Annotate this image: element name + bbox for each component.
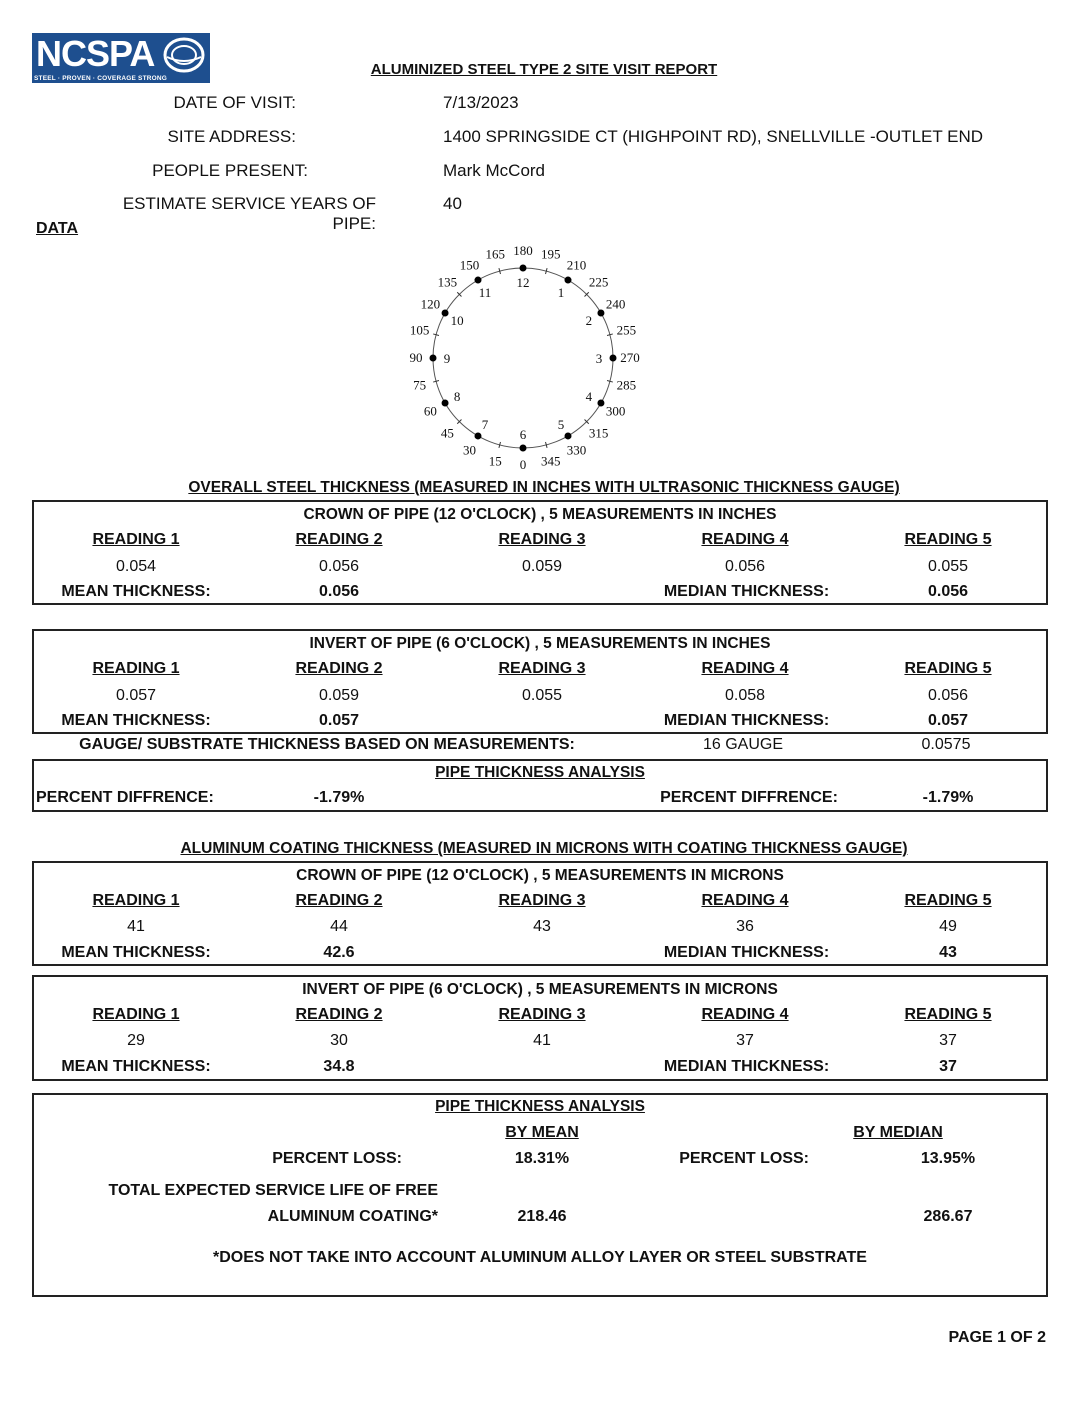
steel-crown-value-3: 0.059 xyxy=(521,558,563,575)
coating-invert-mean: 34.8 xyxy=(323,1058,355,1075)
coating-crown-mean-label: MEAN THICKNESS: xyxy=(61,944,211,961)
steel-analysis-table xyxy=(32,759,1048,812)
by-mean-header: BY MEAN xyxy=(505,1124,579,1141)
loss-median-value: 13.95% xyxy=(920,1150,976,1167)
clock-hour-10: 10 xyxy=(450,313,464,328)
steel-invert-title: INVERT OF PIPE (6 O'CLOCK) , 5 MEASUREMENTS IN INCHES xyxy=(309,635,771,652)
steel-invert-header-2: READING 2 xyxy=(295,660,383,677)
coating-invert-header-3: READING 3 xyxy=(498,1006,586,1023)
coating-crown-header-1: READING 1 xyxy=(92,892,180,909)
coating-crown-mean: 42.6 xyxy=(323,944,355,961)
clock-hour-5: 5 xyxy=(557,416,565,432)
coating-analysis-title: PIPE THICKNESS ANALYSIS xyxy=(435,1098,645,1115)
coating-crown-value-5: 49 xyxy=(939,918,957,935)
steel-diff-right-value: -1.79% xyxy=(922,789,974,806)
gauge-row xyxy=(32,736,1048,758)
coating-invert-value-3: 41 xyxy=(533,1032,551,1049)
coating-invert-mean-label: MEAN THICKNESS: xyxy=(61,1058,211,1075)
steel-crown-value-5: 0.055 xyxy=(927,558,969,575)
steel-crown-value-1: 0.054 xyxy=(115,558,157,575)
clock-hour-6: 6 xyxy=(519,427,527,442)
steel-analysis-title: PIPE THICKNESS ANALYSIS xyxy=(435,764,645,781)
clock-degree-195: 195 xyxy=(540,246,561,262)
people-label: PEOPLE PRESENT: xyxy=(152,161,308,180)
clock-hour-11: 11 xyxy=(478,285,492,301)
coating-invert-header-2: READING 2 xyxy=(295,1006,383,1023)
clock-point-3 xyxy=(610,355,617,362)
steel-crown-median-label: MEDIAN THICKNESS: xyxy=(663,583,830,600)
coating-analysis-table xyxy=(32,1093,1048,1297)
life-mean-value: 218.46 xyxy=(517,1208,567,1225)
clock-hour-8: 8 xyxy=(453,389,461,404)
page-number: PAGE 1 OF 2 xyxy=(948,1329,1046,1346)
clock-degree-330: 330 xyxy=(566,442,587,458)
clock-degree-0: 0 xyxy=(519,457,527,470)
steel-invert-header-4: READING 4 xyxy=(701,660,789,677)
date-value: 7/13/2023 xyxy=(443,93,519,112)
clock-degree-165: 165 xyxy=(485,246,506,262)
steel-invert-value-4: 0.058 xyxy=(724,687,766,704)
clock-hour-4: 4 xyxy=(585,389,593,404)
coating-invert-header-4: READING 4 xyxy=(701,1006,789,1023)
coating-crown-header-2: READING 2 xyxy=(295,892,383,909)
steel-crown-header-5: READING 5 xyxy=(904,531,992,548)
coating-invert-value-4: 37 xyxy=(736,1032,754,1049)
clock-degree-120: 120 xyxy=(420,296,441,312)
coating-crown-value-3: 43 xyxy=(533,918,551,935)
coating-heading: ALUMINUM COATING THICKNESS (MEASURED IN MICRONS WITH COATING THICKNESS GAUGE) xyxy=(180,840,908,857)
steel-crown-median: 0.056 xyxy=(927,583,969,600)
steel-invert-value-2: 0.059 xyxy=(318,687,360,704)
steel-invert-header-1: READING 1 xyxy=(92,660,180,677)
clock-degree-300: 300 xyxy=(605,403,626,419)
clock-hour-1: 1 xyxy=(557,285,565,301)
clock-point-11 xyxy=(475,277,482,284)
coating-invert-value-2: 30 xyxy=(330,1032,348,1049)
coating-invert-header-5: READING 5 xyxy=(904,1006,992,1023)
coating-crown-header-5: READING 5 xyxy=(904,892,992,909)
clock-point-6 xyxy=(520,445,527,452)
coating-crown-header-4: READING 4 xyxy=(701,892,789,909)
coating-invert-table xyxy=(32,975,1048,1081)
clock-degree-60: 60 xyxy=(423,403,437,419)
coating-invert-title: INVERT OF PIPE (6 O'CLOCK) , 5 MEASUREMENTS IN MICRONS xyxy=(302,981,778,998)
steel-diff-left-label: PERCENT DIFFRENCE: xyxy=(36,789,214,806)
steel-crown-mean-label: MEAN THICKNESS: xyxy=(61,583,211,600)
steel-crown-value-4: 0.056 xyxy=(724,558,766,575)
clock-point-12 xyxy=(520,265,527,272)
coating-invert-value-1: 29 xyxy=(127,1032,145,1049)
years-label: ESTIMATE SERVICE YEARS OF PIPE: xyxy=(122,194,376,233)
steel-invert-header-5: READING 5 xyxy=(904,660,992,677)
clock-degree-225: 225 xyxy=(588,274,609,290)
steel-crown-header-4: READING 4 xyxy=(701,531,789,548)
clock-degree-45: 45 xyxy=(440,425,454,441)
clock-degree-15: 15 xyxy=(488,453,502,469)
coating-invert-median-label: MEDIAN THICKNESS: xyxy=(663,1058,830,1075)
logo-tagline: STEEL · PROVEN · COVERAGE STRONG xyxy=(34,75,168,82)
steel-invert-value-1: 0.057 xyxy=(115,687,157,704)
coating-crown-value-4: 36 xyxy=(736,918,754,935)
steel-crown-header-1: READING 1 xyxy=(92,531,180,548)
clock-point-5 xyxy=(565,432,572,439)
coating-crown-median: 43 xyxy=(939,944,957,961)
clock-point-2 xyxy=(597,310,604,317)
coating-crown-value-2: 44 xyxy=(330,918,348,935)
clock-degree-270: 270 xyxy=(620,350,640,365)
steel-invert-mean: 0.057 xyxy=(318,712,360,729)
steel-invert-mean-label: MEAN THICKNESS: xyxy=(61,712,211,729)
clock-degree-255: 255 xyxy=(616,322,637,338)
coating-crown-median-label: MEDIAN THICKNESS: xyxy=(663,944,830,961)
steel-crown-table xyxy=(32,500,1048,605)
gauge-thickness: 0.0575 xyxy=(921,736,971,753)
life-label-line-1: TOTAL EXPECTED SERVICE LIFE OF FREE xyxy=(108,1182,438,1199)
steel-diff-left-value: -1.79% xyxy=(313,789,365,806)
clock-point-4 xyxy=(597,400,604,407)
clock-degree-105: 105 xyxy=(409,322,430,338)
gauge-label: GAUGE/ SUBSTRATE THICKNESS BASED ON MEASUREMENTS: xyxy=(79,736,575,753)
steel-invert-value-5: 0.056 xyxy=(927,687,969,704)
coating-crown-header-3: READING 3 xyxy=(498,892,586,909)
clock-point-8 xyxy=(442,400,449,407)
steel-crown-title: CROWN OF PIPE (12 O'CLOCK) , 5 MEASUREMENTS IN INCHES xyxy=(303,506,777,523)
clock-hour-9: 9 xyxy=(443,351,451,366)
logo-text: NCSPA xyxy=(36,33,155,74)
clock-degree-90: 90 xyxy=(409,350,423,365)
date-label: DATE OF VISIT: xyxy=(173,93,296,112)
clock-point-10 xyxy=(442,310,449,317)
coating-note: *DOES NOT TAKE INTO ACCOUNT ALUMINUM ALLOY LAYER OR STEEL SUBSTRATE xyxy=(213,1249,867,1266)
address-label: SITE ADDRESS: xyxy=(167,127,296,146)
steel-invert-header-3: READING 3 xyxy=(498,660,586,677)
by-median-header: BY MEDIAN xyxy=(853,1124,943,1141)
clock-degree-75: 75 xyxy=(413,377,427,393)
steel-invert-median-label: MEDIAN THICKNESS: xyxy=(663,712,830,729)
steel-invert-table xyxy=(32,629,1048,734)
clock-point-9 xyxy=(430,355,437,362)
coating-invert-header-1: READING 1 xyxy=(92,1006,180,1023)
pipe-clock-diagram xyxy=(380,240,680,470)
coating-crown-table xyxy=(32,861,1048,966)
report-title: ALUMINIZED STEEL TYPE 2 SITE VISIT REPORT xyxy=(370,61,718,78)
coating-crown-title: CROWN OF PIPE (12 O'CLOCK) , 5 MEASUREMENTS IN MICRONS xyxy=(296,867,784,884)
clock-degree-135: 135 xyxy=(437,274,458,290)
steel-crown-value-2: 0.056 xyxy=(318,558,360,575)
life-label-line-2: ALUMINUM COATING* xyxy=(267,1208,438,1225)
clock-degree-240: 240 xyxy=(605,296,626,312)
clock-hour-2: 2 xyxy=(585,313,593,328)
clock-degree-30: 30 xyxy=(463,442,476,458)
clock-degree-180: 180 xyxy=(513,243,533,258)
loss-median-label: PERCENT LOSS: xyxy=(679,1150,809,1167)
coating-invert-value-5: 37 xyxy=(939,1032,957,1049)
loss-mean-label: PERCENT LOSS: xyxy=(272,1150,402,1167)
clock-degree-315: 315 xyxy=(588,425,609,441)
coating-invert-median: 37 xyxy=(939,1058,957,1075)
loss-mean-value: 18.31% xyxy=(514,1150,570,1167)
data-heading: DATA xyxy=(36,220,79,237)
clock-hour-12: 12 xyxy=(516,275,530,290)
clock-point-7 xyxy=(475,432,482,439)
coating-crown-value-1: 41 xyxy=(127,918,145,935)
clock-point-1 xyxy=(565,277,572,284)
steel-diff-right-label: PERCENT DIFFRENCE: xyxy=(660,789,838,806)
clock-hour-7: 7 xyxy=(481,416,489,432)
clock-degree-210: 210 xyxy=(566,257,587,273)
steel-crown-mean: 0.056 xyxy=(318,583,360,600)
years-value: 40 xyxy=(443,194,462,213)
clock-degree-285: 285 xyxy=(616,377,637,393)
steel-heading: OVERALL STEEL THICKNESS (MEASURED IN INCHES WITH ULTRASONIC THICKNESS GAUGE) xyxy=(188,479,900,496)
steel-crown-header-3: READING 3 xyxy=(498,531,586,548)
life-median-value: 286.67 xyxy=(923,1208,973,1225)
steel-crown-header-2: READING 2 xyxy=(295,531,383,548)
clock-degree-150: 150 xyxy=(459,257,480,273)
gauge-value: 16 GAUGE xyxy=(702,736,784,753)
clock-hour-3: 3 xyxy=(595,351,603,366)
address-value: 1400 SPRINGSIDE CT (HIGHPOINT RD), SNELLVILLE -OUTLET END xyxy=(443,127,984,146)
steel-invert-median: 0.057 xyxy=(927,712,969,729)
people-value: Mark McCord xyxy=(443,161,546,180)
steel-invert-value-3: 0.055 xyxy=(521,687,563,704)
clock-degree-345: 345 xyxy=(540,453,561,469)
